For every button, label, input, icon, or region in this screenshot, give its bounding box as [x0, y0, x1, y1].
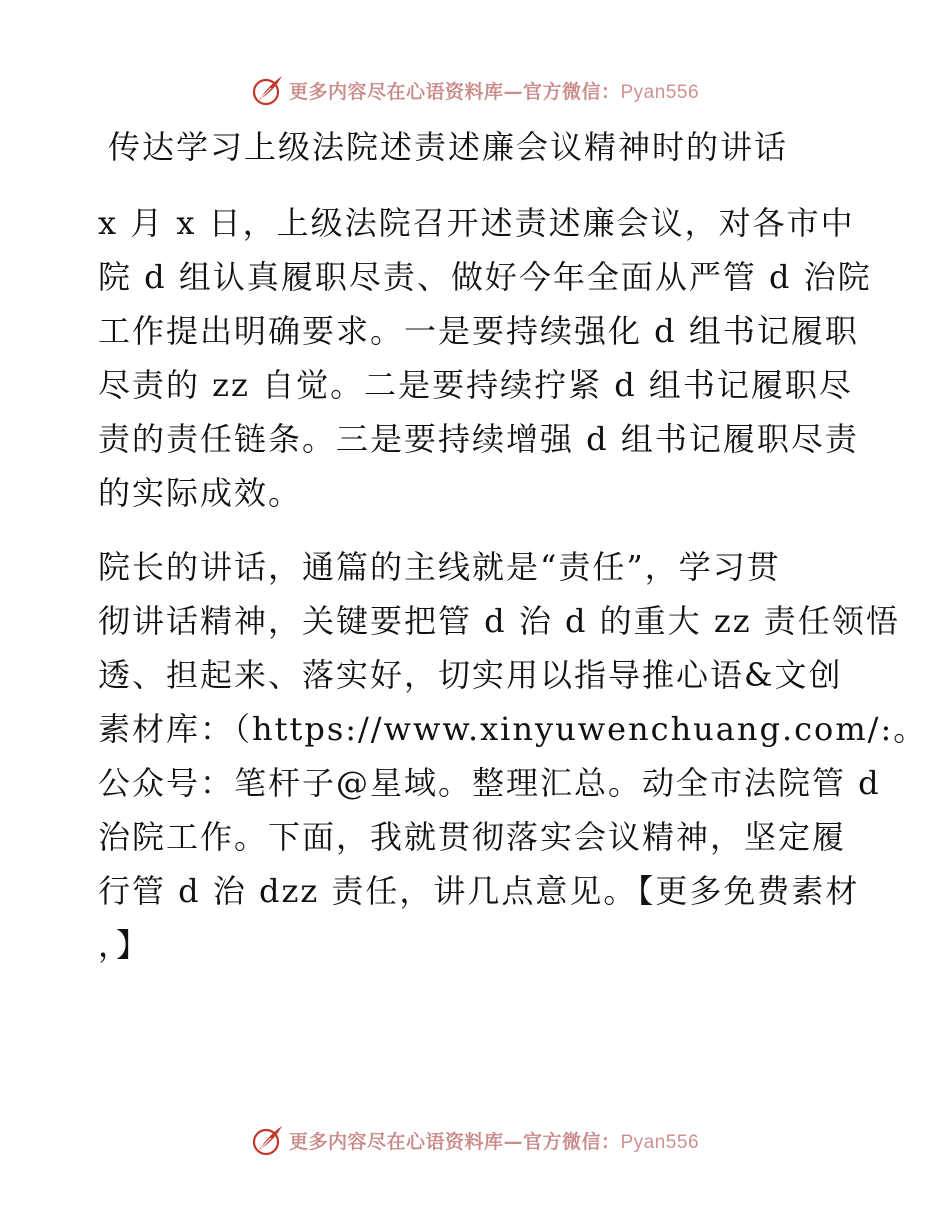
- watermark-text: 更多内容尽在心语资料库—官方微信：Pyan556: [288, 80, 700, 103]
- text-line: 工作提出明确要求。一是要持续强化 d 组书记履职: [98, 312, 859, 350]
- text-line: 行管 d 治 dzz 责任，讲几点意见。【更多免费素材: [98, 872, 860, 910]
- text-line: 彻讲话精神，关键要把管 d 治 d 的重大 zz 责任领悟: [98, 602, 900, 640]
- text-line: 透、担起来、落实好，切实用以指导推心语&文创: [98, 656, 843, 694]
- feather-pen-logo-icon: [251, 1123, 285, 1157]
- text-line: 院长的讲话，通篇的主线就是“责任”，学习贯: [98, 548, 781, 586]
- text-line: 素材库：（https://www.xinyuwenchuang.com/:。: [98, 710, 928, 748]
- text-line: ，】: [98, 926, 151, 964]
- text-line: 院 d 组认真履职尽责、做好今年全面从严管 d 治院: [98, 258, 872, 296]
- header-watermark: [0, 70, 950, 110]
- text-line: 公众号：笔杆子@星域。整理汇总。动全市法院管 d: [98, 764, 881, 802]
- document-title: 传达学习上级法院述责述廉会议精神时的讲话: [108, 128, 789, 166]
- paragraph-1: [98, 196, 872, 520]
- document-body: [98, 196, 928, 972]
- text-line: 尽责的 zz 自觉。二是要持续拧紧 d 组书记履职尽: [98, 366, 853, 404]
- watermark-text: 更多内容尽在心语资料库—官方微信：Pyan556: [288, 1130, 700, 1153]
- text-line: 治院工作。下面，我就贯彻落实会议精神，坚定履: [98, 818, 847, 856]
- paragraph-2: [98, 540, 928, 972]
- footer-watermark: [0, 1120, 950, 1160]
- text-line: 的实际成效。: [98, 474, 303, 512]
- paragraph-spacer: [98, 520, 858, 540]
- text-line: x 月 x 日，上级法院召开述责述廉会议，对各市中: [98, 204, 855, 242]
- text-line: 责的责任链条。三是要持续增强 d 组书记履职尽责: [98, 420, 859, 458]
- feather-pen-logo-icon: [251, 73, 285, 107]
